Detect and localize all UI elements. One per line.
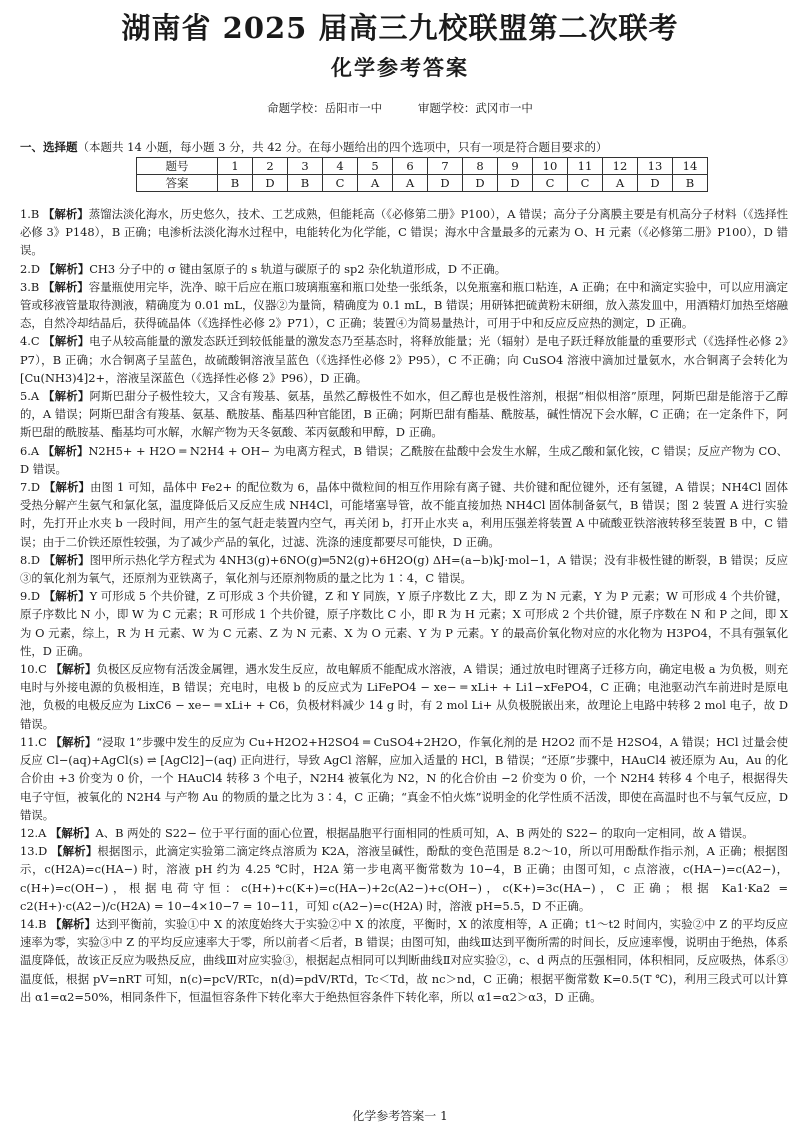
explanation-text: Y 可形成 5 个共价键，Z 可形成 3 个共价键，Z 和 Y 同族，Y 原子序数比 Z 大，即 Z 为 N 元素，Y 为 P 元素；W 可形成 4 个共价键，原子序数比 N 小，即 W 为 C 元素；R 可形成 1 个共价键，原子序数比 C 小，即 R 为 H 元素；X 可形成 2 个共价键，原子序数在 N 和 P 之间，即 X 为 O 元素，综上，R 为 H 元素、W 为 C 元素、Z 为 N 元素、X 为 O 元素、Y 为 P 元素。Y 的最高价氧化物对应的水化物为 H3PO4，不具有强氧化性，D 正确。 <box>20 589 788 658</box>
question-number-cell: 13 <box>638 158 673 175</box>
explanation-text: CH3 分子中的 σ 键由氢原子的 s 轨道与碳原子的 sp2 杂化轨道形成，D 不正确。 <box>89 261 507 276</box>
explanation-number: 9.D <box>20 589 41 604</box>
reviewer-school: 审题学校：武冈市一中 <box>417 101 533 115</box>
question-number-cell: 8 <box>463 158 498 175</box>
answer-cell: B <box>288 175 323 192</box>
question-number-cell: 5 <box>358 158 393 175</box>
explanation-number: 11.C <box>20 734 47 749</box>
explanation-item <box>20 387 788 442</box>
page-footer: 化学参考答案一 1 <box>352 1109 448 1123</box>
explanation-number: 7.D <box>20 480 41 495</box>
explanation-number: 1.B <box>20 207 40 221</box>
explanation-text: 电子从较高能量的激发态跃迁到较低能量的激发态乃至基态时，将释放能量；光（辐射）是电子跃迁释放能量的重要形式（《选择性必修 2》P7），B 正确；水合铜离子呈蓝色，故硫酸铜溶液呈蓝色（《选择性必修 2》P95），C 不正确；向 CuSO4 溶液中滴加过量氨水，水合铜离子会转化为[Cu(NH3)4]2+，溶液呈深蓝色（《选择性必修 2》P96），D 正确。 <box>20 334 788 385</box>
section-heading-line <box>20 139 790 155</box>
question-number-cell: 4 <box>323 158 358 175</box>
explanation-tag: 【解析】 <box>42 443 89 458</box>
explanation-tag: 【解析】 <box>42 389 90 404</box>
explanation-item <box>20 205 788 260</box>
answer-cell: C <box>323 175 358 192</box>
explanation-item <box>20 733 788 824</box>
explanation-tag: 【解析】 <box>49 825 96 840</box>
explanation-tag: 【解析】 <box>50 916 96 931</box>
explanation-text: 由图 1 可知，晶体中 Fe2+ 的配位数为 6，晶体中微粒间的相互作用除有离子键、共价键和配位键外，还有氢键，A 错误；NH4Cl 固体受热分解产生氨气和氯化氢，温度降低后又反应生成 NH4Cl，可能堵塞导管，故不能直接加热 NH4Cl 固体制备氨气，B 错误；图 2 装置 A 进行实验时，先打开止水夹 b 一段时间，用产生的氢气赶走装置内空气，再关闭 b，打开止水夹 a，利用压强差将装置 A 中硫酸亚铁溶液转移至装置 B 中，C 错误；由于二价铁还原性较强，为了减少产品的氧化，过滤、洗涤的速度都要尽可能快，D 正确。 <box>20 480 788 549</box>
explanation-number: 8.D <box>20 552 41 567</box>
answer-cell: C <box>568 175 603 192</box>
answer-cell: B <box>218 175 253 192</box>
explanation-text: A、B 两处的 S22− 位于平行面的面心位置，根据晶胞平行面相同的性质可知，A、B 两处的 S22− 的取向一定相同，故 A 错误。 <box>95 825 754 840</box>
question-number-cell: 10 <box>533 158 568 175</box>
answer-cell: A <box>603 175 638 192</box>
explanation-number: 13.D <box>20 844 48 859</box>
answer-cell: D <box>463 175 498 192</box>
explanation-item <box>20 478 788 551</box>
explanation-item <box>20 842 788 915</box>
explanation-item <box>20 442 788 478</box>
section-heading: 一、选择题 <box>20 140 78 154</box>
explanation-text: 图甲所示热化学方程式为 4NH3(g)+6NO(g)═5N2(g)+6H2O(g) ΔH=(a−b)kJ·mol−1，A 错误；没有非极性键的断裂，B 错误；反应③的氧化剂为氧气，还原剂为亚铁离子，氧化剂与还原剂物质的量之比为 1∶4，C 错误。 <box>20 552 788 586</box>
explanation-tag: 【解析】 <box>50 734 97 749</box>
explanation-list <box>20 205 788 1006</box>
explanation-item <box>20 660 788 733</box>
explanation-tag: 【解析】 <box>42 279 89 294</box>
explanation-text: 达到平衡前，实验①中 X 的浓度始终大于实验②中 X 的浓度，平衡时，X 的浓度相等，A 正确；t1～t2 时间内，实验②中 Z 的平均反应速率为零，实验③中 Z 的平均反应速率大于零，所以前者＜后者，B 错误；由图可知，曲线Ⅲ达到平衡所需的时间长，反应速率慢，说明由于绝热，体系温度降低，故该正反应为吸热反应，曲线Ⅲ对应实验③，根据起点相同可以判断曲线Ⅱ对应实验②，c、d 两点的压强相同，体积相同，反应吸热，体系③温度低，根据 pV=nRT 可知，n(c)=pcV/RTc，n(d)=pdV/RTd，Tc＜Td，故 nc＞nd，C 正确；根据平衡常数 K=0.5(T ℃)，利用三段式可以计算出 α1=α2=50%，相同条件下，恒温恒容条件下转化率大于绝热恒容条件下转化率，所以 α1=α2＞α3，D 正确。 <box>20 916 788 1004</box>
number-row-label: 题号 <box>137 158 218 175</box>
explanation-item <box>20 278 788 333</box>
question-number-cell: 11 <box>568 158 603 175</box>
school-info <box>0 100 800 116</box>
explanation-tag: 【解析】 <box>43 589 90 604</box>
question-number-cell: 2 <box>253 158 288 175</box>
explanation-text: 负极区反应物有活泼金属锂，遇水发生反应，故电解质不能配成水溶液，A 错误；通过放电时锂离子迁移方向，确定电极 a 为负极，则充电时与外接电源的负极相连，B 错误；充电时，电极 b 的反应式为 LiFePO4 − xe− ═ xLi+ + Li1−xFePO4，C 正确；电池驱动汽车前进时是原电池，负极的电极反应为 LixC6 − xe− ═ xLi+ + C6，负极材料减少 14 g 时，有 2 mol Li+ 从负极脱嵌出来，故理论上电路中转移 2 mol 电子，故 D 错误。 <box>20 662 788 731</box>
explanation-item <box>20 915 788 1006</box>
question-number-cell: 6 <box>393 158 428 175</box>
explanation-item <box>20 332 788 387</box>
explanation-tag: 【解析】 <box>43 480 91 495</box>
explanation-item <box>20 260 788 278</box>
question-number-cell: 12 <box>603 158 638 175</box>
explanation-number: 5.A <box>20 389 40 404</box>
question-number-cell: 3 <box>288 158 323 175</box>
explanation-tag: 【解析】 <box>43 261 90 276</box>
explanation-text: “浸取 1”步骤中发生的反应为 Cu+H2O2+H2SO4 ═ CuSO4+2H2O，作氧化剂的是 H2O2 而不是 H2SO4，A 错误；HCl 过量会使反应 Cl−(aq)+AgCl(s) ⇌ [AgCl2]−(aq) 正向进行，导致 AgCl 溶解，应加入适量的 HCl，B 错误；“还原”步骤中，HAuCl4 被还原为 Au，Au 的化合价由 +3 价变为 0 价，一个 HAuCl4 转移 3 个电子，N2H4 被氧化为 N2，N 的化合价由 −2 价变为 0 价，一个 N2H4 转移 4 个电子，根据得失电子守恒，被氧化的 N2H4 与产物 Au 的物质的量之比为 3∶4，C 正确；“真金不怕火炼”说明金的化学性质不活泼，即使在高温时也不与氧气反应，D 错误。 <box>20 734 789 822</box>
explanation-number: 2.D <box>20 261 41 276</box>
answer-row-label: 答案 <box>137 175 218 192</box>
question-number-cell: 1 <box>218 158 253 175</box>
explanation-number: 10.C <box>20 662 47 677</box>
answer-table <box>136 157 708 192</box>
explanation-text: 根据图示，此滴定实验第二滴定终点溶质为 K2A，溶液呈碱性，酚酞的变色范围是 8.2～10，所以可用酚酞作指示剂，A 正确；根据图示，c(H2A)=c(HA−) 时，溶液 pH 约为 4.25 ℃时，H2A 第一步电离平衡常数为 10−4，B 正确；由图可知，c 点溶液，c(HA−)=c(A2−)，c(H+)=c(OH−)，根据电荷守恒：c(H+)+c(K+)=c(HA−)+2c(A2−)+c(OH−)，c(K+)=3c(HA−)，C 正确；根据 Ka1·Ka2 = c2(H+)·c(A2−)/c(H2A) = 10−4×10−7 = 10−11，可知 c(A2−)=c(H2A) 时，溶液 pH=5.5，D 不正确。 <box>20 844 788 913</box>
question-number-cell: 14 <box>673 158 708 175</box>
explanation-text: 蒸馏法淡化海水，历史悠久，技术、工艺成熟，但能耗高（《必修第二册》P100），A 错误；高分子分离膜主要是有机高分子材料（《选择性必修 3》P148），B 正确；电渗析法淡化海水过程中，电能转化为化学能，C 错误；海水中含量最多的元素为 O、H 元素（《必修第二册》P100），D 错误。 <box>20 207 789 258</box>
question-number-cell: 7 <box>428 158 463 175</box>
explanation-text: 容量瓶使用完毕，洗净、晾干后应在瓶口玻璃瓶塞和瓶口处垫一张纸条，以免瓶塞和瓶口粘连，A 正确；在中和滴定实验中，可以应用滴定管或移液管量取待测液，精确度为 0.01 mL，仪器②为量筒，精确度为 0.1 mL，B 错误；用研钵把硫黄粉末研细，放入蒸发皿中，用酒精灯加热至熔融态，自然冷却结晶后，获得硫晶体（《选择性必修 2》P71），C 正确；装置④为简易量热计，可用于中和反应反应热的测定，D 正确。 <box>20 279 788 331</box>
explanation-item <box>20 587 788 660</box>
answer-cell: C <box>533 175 568 192</box>
explanation-tag: 【解析】 <box>50 662 97 677</box>
explanation-item <box>20 824 788 842</box>
answer-cell: D <box>498 175 533 192</box>
answer-cell: B <box>673 175 708 192</box>
explanation-text: N2H5+ + H2O ═ N2H4 + OH− 为电离方程式，B 错误；乙酰胺在盐酸中会发生水解，生成乙酸和氯化铵，C 错误；反应产物为 CO、D 错误。 <box>20 443 788 476</box>
answer-cell: A <box>393 175 428 192</box>
proposer-school: 命题学校：岳阳市一中 <box>267 101 383 115</box>
answer-cell: D <box>428 175 463 192</box>
explanation-tag: 【解析】 <box>42 207 89 221</box>
explanation-number: 4.C <box>20 334 40 349</box>
answer-cell: A <box>358 175 393 192</box>
answer-cell: D <box>638 175 673 192</box>
explanation-number: 12.A <box>20 825 47 840</box>
explanation-number: 14.B <box>20 916 47 931</box>
explanation-tag: 【解析】 <box>43 334 90 349</box>
explanation-number: 6.A <box>20 443 40 458</box>
answer-cell: D <box>253 175 288 192</box>
explanation-item <box>20 551 788 587</box>
question-number-cell: 9 <box>498 158 533 175</box>
answer-table-answer-row <box>137 175 708 192</box>
page-title: 湖南省 2025 届高三九校联盟第二次联考 <box>121 11 679 45</box>
explanation-tag: 【解析】 <box>43 552 90 567</box>
section-instruction: （本题共 14 小题，每小题 3 分，共 42 分。在每小题给出的四个选项中，只有一项是符合题目要求的） <box>77 140 608 154</box>
answer-table-number-row <box>137 158 708 175</box>
explanation-tag: 【解析】 <box>51 844 98 859</box>
page-subtitle: 化学参考答案 <box>331 55 469 80</box>
explanation-text: 阿斯巴甜分子极性较大，又含有羧基、氨基，虽然乙醇极性不如水，但乙醇也是极性溶剂，根据“相似相溶”原理，阿斯巴甜是能溶于乙醇的，A 错误；阿斯巴甜含有羧基、氨基、酰胺基、酯基四种官能团，B 正确；阿斯巴甜有酯基、酰胺基，碱性情况下会水解，C 正确；在一定条件下，阿斯巴甜的酰胺基、酯基均可水解，水解产物为天冬氨酸、苯丙氨酸和甲醇，D 正确。 <box>20 389 788 440</box>
explanation-number: 3.B <box>20 279 40 294</box>
